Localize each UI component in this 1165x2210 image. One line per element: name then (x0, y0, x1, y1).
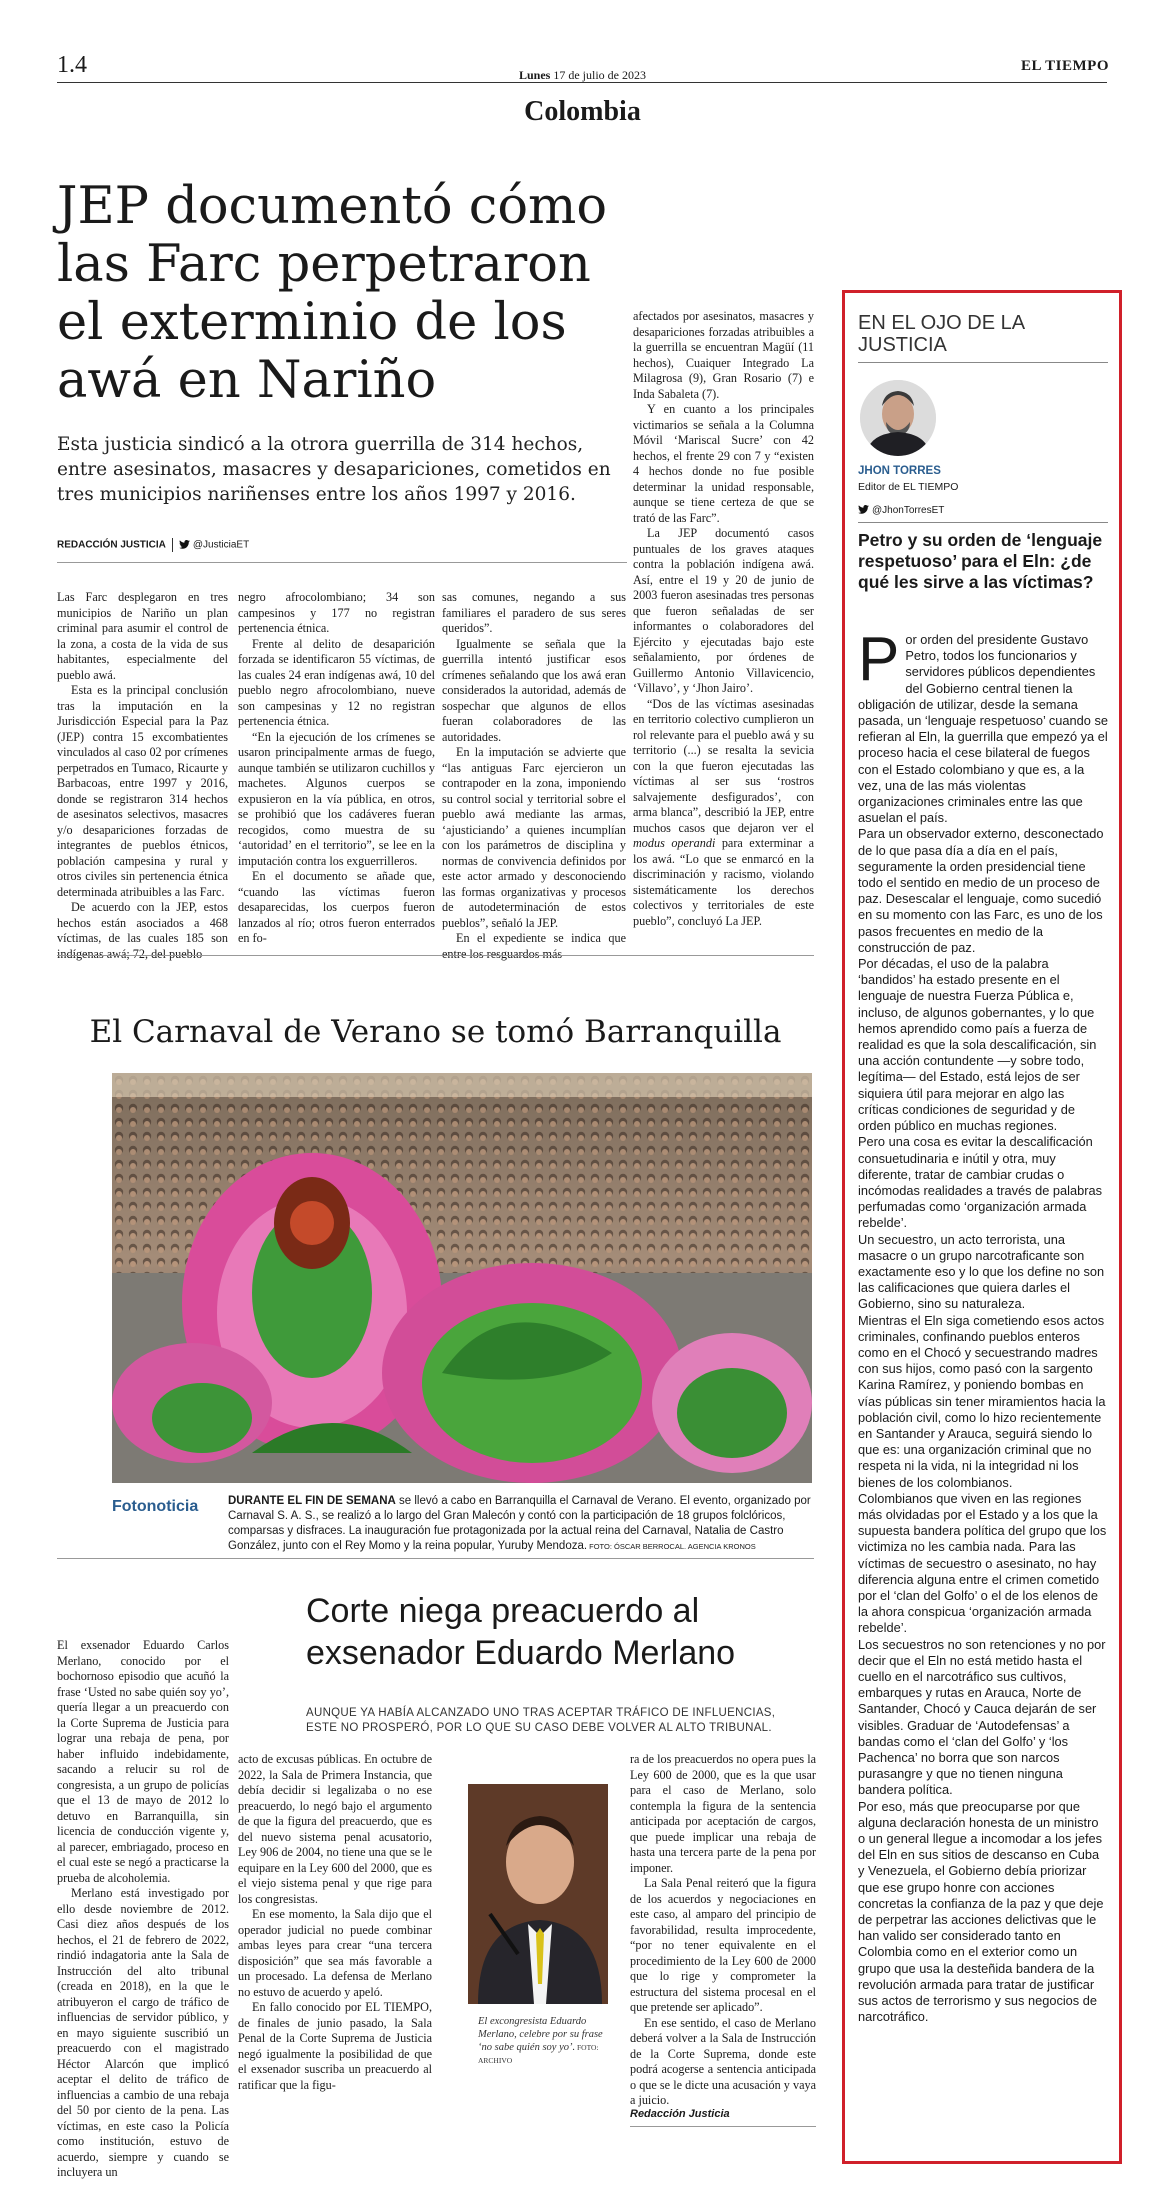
paragraph (858, 625, 1108, 826)
byline-rule (57, 562, 627, 563)
carnival-headline: El Carnaval de Verano se tomó Barranquilla (89, 1014, 782, 1050)
paragraph: Frente al delito de desaparición forzada se identificaron 55 víctimas, de las cuales 24 eran indígenas awá, 10 del pueblo negro afrocolombiano, nueve son campesinas y 12 no registran pertenencia étnica. (238, 636, 435, 728)
merlano-headline: Corte niega preacuerdo al exsenador Eduardo Merlano (306, 1592, 736, 1672)
merlano-photo (468, 1784, 608, 2004)
byline-separator (172, 538, 173, 552)
caption-body: se llevó a cabo en Barranquilla el Carnaval de Verano. El evento, organizado por Carnaval S. A. S., se realizó a lo largo del Gran Malecón y contó con la participación de 18 grupos folclóricos, comparsas y disfraces. La inauguración fue protagonizada por la actual reina del Carnaval, Natalia de Castro González, junto con el Rey Momo y la reina popular, Yuruby Mendoza. (228, 1495, 811, 1552)
paragraph: Pero una cosa es evitar la descalificación consuetudinaria e inútil y otra, muy diferente, tratar de cambiar crudas o incómodas realidades a través de palabras perfumadas como ‘organización armada rebelde’. (858, 1134, 1102, 1231)
twitter-icon (179, 540, 190, 549)
paragraph: “En la ejecución de los crímenes se usaron principalmente armas de fuego, aunque también se utilizaron cuchillos y machetes. Algunos cuerpos se expusieron en la vía pública, en otros, se prohibió que los cadáveres fueran recogidos, como muestra de su ‘autoridad’ en el territorio”, se lee en la imputación contra los exguerrilleros. (238, 729, 435, 868)
paragraph: En ese momento, la Sala dijo que el operador judicial no puede combinar ambas leyes para crear “una tercera disposición” que sea más favorable a un procesado. La defensa de Merlano no estuvo de acuerdo y apeló. (238, 1907, 432, 1999)
photo-credit: FOTO: ÓSCAR BERROCAL. AGENCIA KRONOS (587, 1542, 756, 1551)
main-column-1 (57, 590, 228, 962)
paragraph: Colombianos que viven en las regiones más olvidadas por el Estado y a los que la supuesta bandera política del grupo que los victimiza no les cambia nada. Para las víctimas de secuestro o asesinato, no hay diferencia alguna entre el crimen cometido por el ‘clan del Golfo’ o el de los elenos de la ahora conspicua ‘organización armada rebelde’. (858, 1490, 1107, 1636)
paragraph: ra de los preacuerdos no opera pues la Ley 600 de 2000, que es la que usar para el caso de Merlano, solo contempla la figura de la sentencia anticipada por aceptación de cargos, que puede implicar una rebaja de hasta una tercera parte de la pena por imponer. (630, 1752, 816, 1875)
drop-cap: P (858, 625, 900, 694)
paragraph: Por eso, más que preocuparse por que alguna declaración honesta de un ministro o un general llegue a incomodar a los jefes del Eln en sus sitios de descanso en Cuba y Venezuela, el Gobierno debía priorizar que ese grupo honre con acciones concretas la confianza de la paz y que deje de perpetrar las acciones delictivas que le han valido ser considerado tanto en Colombia como en el exterior como un grupo que usa la desteñida bandera de la revolución armada para tratar de justificar sus actos de terrorismo y sus negocios de narcotráfico. (858, 1798, 1104, 2025)
emphasis-text: modus operandi (633, 836, 716, 850)
paragraph: De acuerdo con la JEP, estos hechos están asociados a 468 víctimas, de las cuales 185 son indígenas awá; 72, del pueblo (57, 900, 228, 961)
paragraph: Por décadas, el uso de la palabra ‘bandidos’ ha estado presente en el lenguaje de nuestra Fuerza Pública e, incluso, de algunos gobernantes, y lo que hemos aprendido como país a fuerza de realidad es que la sola descalificación, sin una acción contundente —y sobre todo, legítima— del Estado, está lejos de ser siquiera útil para mejorar en algo las críticas condiciones de seguridad y de orden público en muchas regiones. (858, 956, 1097, 1134)
merlano-deck: AUNQUE YA HABÍA ALCANZADO UNO TRAS ACEPTAR TRÁFICO DE INFLUENCIAS, ESTE NO PROSPERÓ, POR LO QUE SU CASO DEBE VOLVER AL ALTO TRIBUNAL. (306, 1707, 776, 1734)
paragraph: Para un observador externo, desconectado de lo que pasa día a día en el país, seguramente la orden presidencial tiene todo el sentido en medio de un proceso de paz. Desescalar el lenguaje, como sucedió en su momento con las Farc, es uno de los pasos frecuentes en medio de la construcción de paz. (858, 826, 1104, 955)
byline-text: REDACCIÓN JUSTICIA (57, 539, 166, 551)
paragraph (633, 697, 814, 930)
paragraph: acto de excusas públicas. En octubre de 2022, la Sala de Primera Instancia, que debía decidir si legalizaba o no ese preacuerdo, lo negó bajo el argumento de que la figura del preacuerdo, que es del nuevo sistema penal acusatorio, Ley 906 de 2004, no tiene una que se le equipare en la Ley 600 del 2000, que es el viejo sistema penal y que rige para los congresistas. (238, 1752, 432, 1906)
merlano-column-2 (238, 1752, 432, 2093)
paragraph: Y en cuanto a los principales victimarios se señala a la Columna Móvil ‘Mariscal Sucre’ con 42 hechos, el frente 29 con 7 y “existen 4 hechos donde no fue posible determinar la unidad responsable, aunque se tiene certeza de que se trató de las Farc”. (633, 402, 814, 525)
paragraph: negro afrocolombiano; 34 son campesinos y 177 no registran pertenencia étnica. (238, 590, 435, 635)
paragraph: afectados por asesinatos, masacres y desapariciones forzadas atribuibles a la guerrilla se encuentran Magüí (11 hechos), Cuaiquer Integrado La Milagrosa (9), Gran Rosario (7) e Inda Sabaleta (7). (633, 309, 814, 401)
paragraph: Esta es la principal conclusión tras la imputación en la Jurisdicción Especial para la Paz (JEP) contra 15 excombatientes vinculados al caso 02 por crímenes perpetrados en Tumaco, Ricaurte y Barbacoas, entre 1997 y 2016, donde se registraron 314 hechos de asesinatos selectivos, masacres y/o desapariciones forzadas de integrantes de pueblos étnicos, población campesina y rural y otros civiles sin pertenencia étnica determinada atribuibles a las Farc. (57, 683, 228, 899)
merlano-signature: Redacción Justicia (630, 2108, 730, 2120)
main-column-2 (238, 590, 435, 947)
paragraph-text: “Dos de las víctimas asesinadas en territorio colectivo cumplieron un rol relevante para el pueblo awá y su territorio (...) se resalta la sevicia con la que fueron ejecutadas las víctimas al ser sus ‘rostros salvajemente desfigurados’, con arma blanca”, describió la JEP, entre muchos casos que dejaron ver el (633, 696, 814, 835)
carnival-caption (228, 1494, 818, 1554)
paragraph: Las Farc desplegaron en tres municipios de Nariño un plan criminal para asumir el control de la zona, a costa de la vida de sus habitantes, especialmente del pueblo awá. (57, 590, 228, 682)
paragraph: Los secuestros no son retenciones y no por decir que el Eln no está metido hasta el cuello en el narcotráfico sus cultivos, embarques y rutas en Arauca, Norte de Santander, Chocó y Cauca dejarán de ser visibles. Graduar de ‘Autodefensas’ a bandas como el ‘clan del Golfo’ y ‘los Pachenca’ no borra que son narcos purasangre y que no tienen ninguna bandera política. (858, 1636, 1106, 1798)
kicker-rule (858, 362, 1108, 363)
paragraph: La JEP documentó casos puntuales de los graves ataques contra la población indígena awá. Así, entre el 19 y 20 de junio de 2003 fueron asesinadas tres personas que fueron señaladas de ser informantes o colaboradores del Ejército y ejecutadas bajo este señalamiento, por órdenes de Guillermo Antonio Villavicencio, ‘Villavo’, y ‘Jhon Jairo’. (633, 526, 814, 695)
merlano-column-3 (630, 1752, 816, 2109)
author-handle (858, 505, 944, 516)
page-number: 1.4 (57, 52, 87, 78)
twitter-icon (858, 505, 869, 514)
caption-lead: DURANTE EL FIN DE SEMANA (228, 1495, 396, 1507)
paragraph: Merlano está investigado por ello desde noviembre de 2012. Casi diez años después de los hechos, el 21 de febrero de 2022, rindió indagatoria ante la Sala de Instrucción del alto tribunal (creada en 2018), en la que le atribuyeron el cargo de tráfico de influencias de servidor público, y en mayo siguiente suscribió un preacuerdo con el magistrado Héctor Alarcón que implicó aceptar el delito de tráfico de influencias a cambio de una rebaja del 50 por ciento de la pena. Las víctimas, en este caso la Policía como institución, estuvo de acuerdo, siempre y cuando se incluyera un (57, 1886, 229, 2179)
header-rule (57, 82, 1107, 83)
caption-text: El excongresista Eduardo Merlano, celebre por su frase ‘no sabe quién soy yo’. (478, 2016, 603, 2053)
date-rest: 17 de julio de 2023 (553, 68, 646, 82)
paragraph: En ese sentido, el caso de Merlano deberá volver a la Sala de Instrucción de la Corte Suprema, donde este podrá acogerse a sentencia anticipada o que se le dicte una acusación y vaya a juicio. (630, 2015, 816, 2107)
paragraph: En fallo conocido por EL TIEMPO, de finales de junio pasado, la Sala Penal de la Corte Suprema de Justicia negó igualmente la posibilidad de que el exsenador suscriba un preacuerdo al ratificar que la figu- (238, 2000, 432, 2092)
author-rule (858, 522, 1108, 523)
date-weekday: Lunes (518, 68, 551, 82)
photo-credit: FOTO: ARCHIVO (478, 2043, 599, 2065)
section-divider (57, 955, 814, 956)
main-byline (57, 538, 627, 552)
byline-handle: @JusticiaET (192, 539, 250, 551)
main-column-3 (442, 590, 626, 962)
main-column-4 (633, 309, 814, 929)
section-divider (57, 1558, 814, 1559)
paragraph: El exsenador Eduardo Carlos Merlano, conocido por el bochornoso episodio que acuñó la frase ‘Usted no sabe quién soy yo’, quería llegar a un preacuerdo con la Corte Suprema de Justicia para lograr una rebaja de pena, por haber influido indebidamente, sacando a relucir su rol de congresista, a un grupo de policías que el 13 de mayo de 2012 lo detuvo en Barranquilla, sin licencia de conducción vigente y, al parecer, embriagado, proceso en el cual este se negó a practicarse la prueba de alcoholemia. (57, 1638, 229, 1885)
paragraph: sas comunes, negando a sus familiares el paradero de sus seres queridos”. (442, 590, 626, 635)
opinion-headline: Petro y su orden de ‘lenguaje respetuoso’ para el Eln: ¿de qué les sirve a las víctimas? (858, 530, 1103, 592)
merlano-photo-caption (478, 2015, 608, 2067)
opinion-kicker: EN EL OJO DE LA JUSTICIA (858, 312, 1024, 356)
paragraph: Mientras el Eln siga cometiendo esos actos criminales, confinando pueblos enteros como en el Chocó y secuestrando madres con sus hijos, como pasó con la sargento Karina Ramírez, y poniendo bombas en vías públicas sin tener miramientos hacia la población civil, como lo hizo recientemente en Santander y Arauca, seguirá siendo lo que es: una organización criminal que no respeta ni la vida, ni la integridad ni los bienes de los colombianos. (858, 1312, 1106, 1490)
paragraph: En la imputación se advierte que “las antiguas Farc ejercieron un contrapoder en la zona, imponiendo su control social y territorial sobre el pueblo awá mediante las armas, ‘ajusticiando’ a quienes incumplían con los parámetros de disciplina y normas de convivencia definidos por este actor armado y desconociendo las formas organizativas y procesos de autodeterminación de estos pueblos”, señaló la JEP. (442, 745, 626, 930)
merlano-column-1 (57, 1638, 229, 2181)
author-name: JHON TORRES (858, 465, 941, 477)
opinion-body (858, 625, 1108, 2025)
author-avatar (860, 380, 936, 456)
signature-rule (630, 2126, 816, 2127)
paragraph: Igualmente se señala que la guerrilla intentó justificar esos crímenes señalando que los awá eran considerados la autoridad, además de sospechar que algunos de ellos fueran colaboradores de las autoridades. (442, 636, 626, 744)
paragraph-text: or orden del presidente Gustavo Petro, todos los funcionarios y servidores públicos dependientes del Gobierno central tienen la obligación de utilizar, desde la semana pasada, un ‘lenguaje respetuoso’ cuando se refieran al Eln, la guerrilla que empezó ya el proceso hacia el cese bilateral de fuegos con el Estado colombiano y que es, a la vez, una de las más violentas organizaciones criminales entre las que asuelan el país. (858, 632, 1108, 826)
brand-logo: EL TIEMPO (1021, 58, 1109, 74)
main-deck: Esta justicia sindicó a la otrora guerrilla de 314 hechos, entre asesinatos, masacres y desapariciones, cometidos en tres municipios nariñenses entre los años 1997 y 2016. (57, 434, 611, 505)
paragraph: La Sala Penal reiteró que la figura de los acuerdos y negociaciones en este caso, al amparo del principio de favorabilidad, resulta improcedente, “por no tener equivalente en el procedimiento de la Ley 600 de 2000 que lo rige y comprometer la estructura del sistema procesal en el que pretende ser aplicado”. (630, 1876, 816, 2014)
author-handle-text: @JhonTorresET (872, 505, 945, 516)
section-title: Colombia (524, 96, 641, 127)
main-headline: JEP documentó cómo las Farc perpetraron el exterminio de los awá en Nariño (57, 177, 608, 410)
carnival-photo (112, 1073, 812, 1483)
paragraph: En el expediente se indica que entre los resguardos más (442, 931, 626, 961)
fotonoticia-label: Fotonoticia (112, 1498, 199, 1515)
paragraph-text: para exterminar a los awá. “Lo que se enmarcó en la discriminación y racismo, violando sistemáticamente los derechos colectivos y territoriales de este pueblo”, concluyó La JEP. (633, 836, 814, 928)
paragraph: Un secuestro, un acto terrorista, una masacre o un grupo narcotraficante son exactamente eso y lo que los define no son las calificaciones que quiera darles el Gobierno, sino su naturaleza. (858, 1231, 1105, 1312)
date-line (0, 68, 1165, 83)
author-role: Editor de EL TIEMPO (858, 481, 959, 493)
paragraph: En el documento se añade que, “cuando las víctimas fueron desaparecidas, los cuerpos fueron lanzados al río; otros fueron enterrados en fo- (238, 869, 435, 945)
